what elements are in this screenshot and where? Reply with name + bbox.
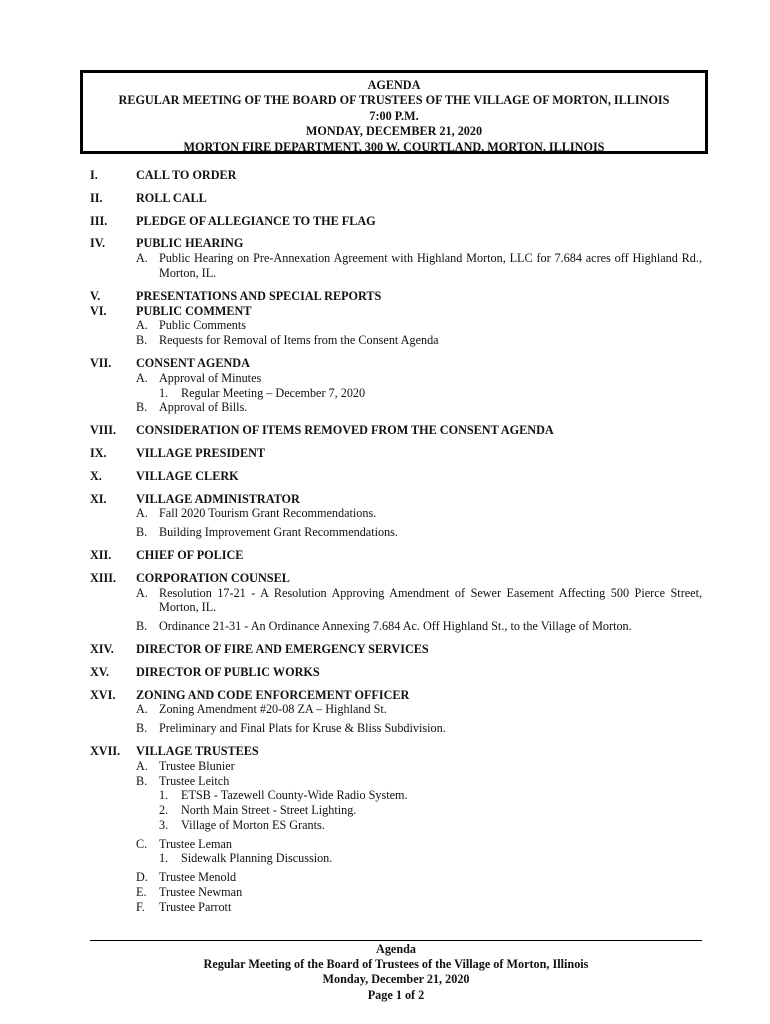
sub-item [136,506,702,521]
sub-item-text: Trustee Blunier [159,758,235,773]
sub-item-label: B. [136,721,148,736]
item-title: ROLL CALL [136,190,207,205]
item-number: VI. [90,303,107,318]
sub-item-text: Approval of Bills. [159,400,248,415]
sub-item-label: B. [136,619,148,634]
sub-item-label: A. [136,370,148,385]
sub-item [136,870,702,885]
sub-item-label: 1. [159,385,169,400]
footer-page-number: Page 1 of 2 [367,987,425,1002]
sub-item-text: Trustee Newman [159,885,243,900]
header-time: 7:00 P.M. [369,108,419,123]
footer-date: Monday, December 21, 2020 [322,972,470,987]
agenda-item-pledge [90,214,702,229]
sub-item-text: Trustee Parrott [159,899,232,914]
sub-item-text: ETSB - Tazewell County-Wide Radio System. [181,788,408,803]
agenda-item-public-comment [90,304,702,348]
sub-item-text: North Main Street - Street Lighting. [181,803,357,818]
agenda-item-public-hearing [90,236,702,280]
agenda-item-removed-consent [90,423,702,438]
sub-item [136,900,702,915]
item-number: XIII. [90,570,117,585]
sub-item-text: Public Hearing on Pre-Annexation Agreement with Highland Morton, LLC for 7.684 acres off Highland Rd., Morton, IL. [159,251,702,280]
footer-title: Agenda [376,942,416,956]
agenda-list [90,168,702,915]
sub-sub-item [136,803,702,818]
sub-item-label: A. [136,318,148,333]
agenda-item-village-clerk [90,469,702,484]
sub-item-label: A. [136,702,148,717]
sub-sub-item [136,788,702,803]
agenda-item-presentations [90,289,702,304]
footer-meeting: Regular Meeting of the Board of Trustees of the Village of Morton, Illinois [203,957,589,972]
agenda-item-village-president [90,446,702,461]
item-title: PUBLIC COMMENT [136,303,252,318]
sub-item [136,774,702,789]
footer-divider [90,940,702,941]
sub-item-label: 1. [159,788,169,803]
sub-item-label: E. [136,885,147,900]
sub-item [136,837,702,852]
header-location: MORTON FIRE DEPARTMENT, 300 W. COURTLAND, MORTON, ILLINOIS [183,139,605,154]
item-number: VIII. [90,423,117,438]
sub-item-text: Regular Meeting – December 7, 2020 [181,385,366,400]
sub-sub-item [136,851,702,866]
sub-item-label: A. [136,506,148,521]
item-number: I. [90,168,98,182]
agenda-item-zoning [90,688,702,736]
item-title: VILLAGE TRUSTEES [136,743,259,758]
item-number: IV. [90,236,106,251]
sub-item-text: Approval of Minutes [159,370,262,385]
item-number: V. [90,288,101,303]
sub-item-label: B. [136,525,148,540]
item-number: IX. [90,445,107,460]
sub-item-label: F. [136,899,145,914]
sub-item [136,759,702,774]
item-number: II. [90,190,103,205]
page-footer [90,942,702,1003]
header-agenda-title: AGENDA [367,78,421,92]
sub-item-label: 1. [159,851,169,866]
item-number: XIV. [90,641,114,656]
agenda-item-village-trustees [90,744,702,915]
sub-item-text: Building Improvement Grant Recommendations. [159,525,398,540]
sub-item-label: D. [136,870,148,885]
sub-item-text: Trustee Leman [159,836,232,851]
sub-item-text: Ordinance 21-31 - An Ordinance Annexing 7.684 Ac. Off Highland St., to the Village of Morton. [159,619,632,634]
agenda-item-public-works [90,665,702,680]
agenda-item-consent-agenda [90,356,702,415]
item-title: CORPORATION COUNSEL [136,570,290,585]
item-title: VILLAGE CLERK [136,468,239,483]
item-title: DIRECTOR OF FIRE AND EMERGENCY SERVICES [136,641,429,656]
sub-item-label: 3. [159,817,169,832]
item-title: CHIEF OF POLICE [136,547,244,562]
item-number: VII. [90,355,112,370]
sub-item-label: B. [136,333,148,348]
sub-item [136,400,702,415]
item-number: X. [90,468,102,483]
sub-item-label: A. [136,758,148,773]
sub-item-text: Trustee Menold [159,870,237,885]
sub-item-text: Sidewalk Planning Discussion. [181,851,333,866]
item-title: PRESENTATIONS AND SPECIAL REPORTS [136,288,382,303]
sub-item [136,586,702,616]
agenda-item-village-administrator [90,492,702,540]
item-title: PLEDGE OF ALLEGIANCE TO THE FLAG [136,213,376,228]
item-title: VILLAGE PRESIDENT [136,445,266,460]
agenda-item-chief-of-police [90,548,702,563]
sub-item-label: A. [136,585,148,600]
item-title: CONSIDERATION OF ITEMS REMOVED FROM THE CONSENT AGENDA [136,423,554,438]
sub-item-label: A. [136,251,148,266]
sub-item-label: 2. [159,803,169,818]
sub-item [136,333,702,348]
sub-item-text: Public Comments [159,318,247,333]
item-number: XVII. [90,743,121,758]
sub-item-text: Preliminary and Final Plats for Kruse & Bliss Subdivision. [159,721,446,736]
item-number: XII. [90,547,112,562]
sub-item [136,251,702,281]
sub-item-label: C. [136,836,148,851]
sub-item-text: Resolution 17-21 - A Resolution Approving Amendment of Sewer Easement Affecting 500 Pierce Street, Morton, IL. [159,585,702,615]
agenda-item-fire-emergency [90,642,702,657]
item-title: ZONING AND CODE ENFORCEMENT OFFICER [136,687,410,702]
item-title: DIRECTOR OF PUBLIC WORKS [136,664,320,679]
sub-item-label: B. [136,400,148,415]
item-number: XV. [90,664,110,679]
sub-item [136,525,702,540]
item-title: VILLAGE ADMINISTRATOR [136,491,300,506]
agenda-item-corporation-counsel [90,571,702,634]
sub-item [136,721,702,736]
sub-item-text: Requests for Removal of Items from the Consent Agenda [159,333,439,348]
sub-item-label: B. [136,773,148,788]
sub-item [136,885,702,900]
sub-item [136,619,702,634]
header-date: MONDAY, DECEMBER 21, 2020 [305,124,483,139]
item-number: XI. [90,491,107,506]
agenda-item-call-to-order [90,168,702,183]
sub-item-text: Village of Morton ES Grants. [181,817,325,832]
sub-item-text: Fall 2020 Tourism Grant Recommendations. [159,506,377,521]
sub-sub-item [136,386,702,401]
item-title: CALL TO ORDER [136,168,237,182]
sub-item [136,371,702,386]
sub-item [136,702,702,717]
item-title: PUBLIC HEARING [136,236,244,251]
item-title: CONSENT AGENDA [136,355,250,370]
agenda-header-box [80,70,708,154]
sub-sub-item [136,818,702,833]
sub-item [136,318,702,333]
item-number: XVI. [90,687,116,702]
sub-item-text: Trustee Leitch [159,773,230,788]
agenda-item-roll-call [90,191,702,206]
item-number: III. [90,213,108,228]
sub-item-text: Zoning Amendment #20-08 ZA – Highland St. [159,702,387,717]
header-meeting-title: REGULAR MEETING OF THE BOARD OF TRUSTEES OF THE VILLAGE OF MORTON, ILLINOIS [118,93,670,108]
